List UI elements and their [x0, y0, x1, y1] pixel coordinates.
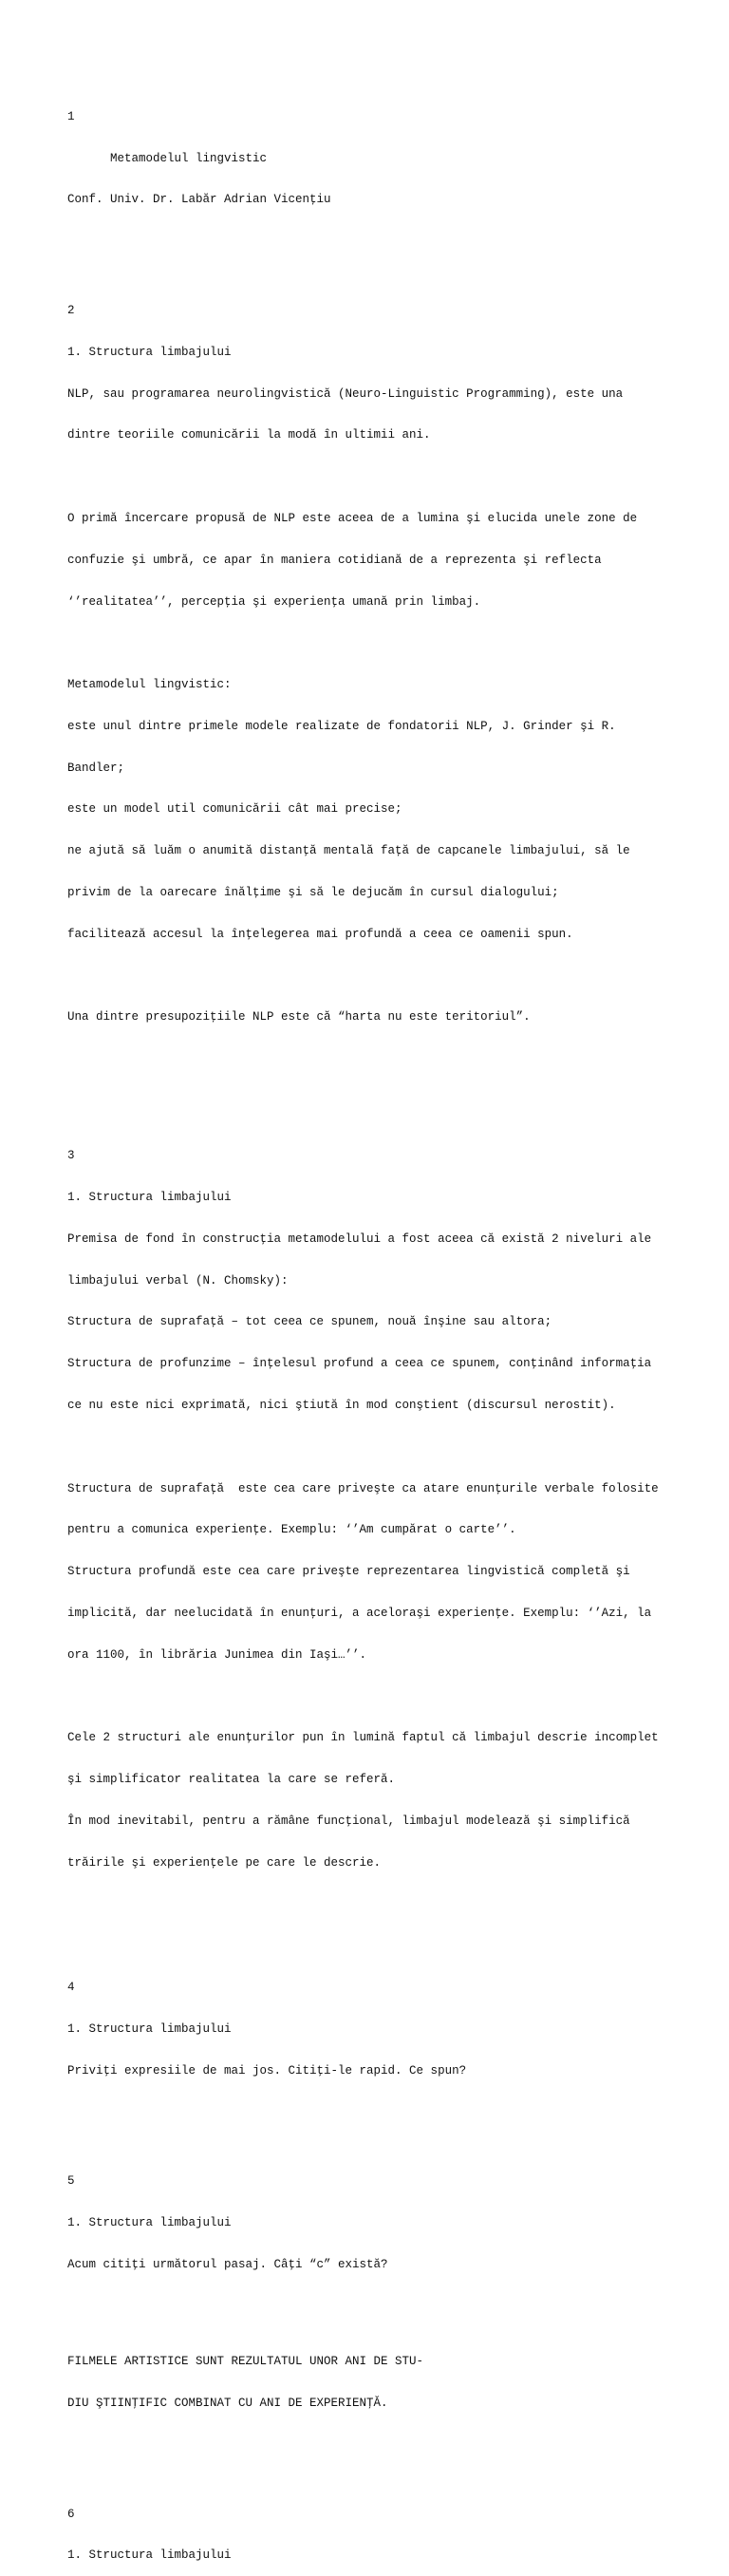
slide-2-line: Bandler;	[67, 761, 125, 775]
slide-2-line: Metamodelul lingvistic:	[67, 678, 232, 692]
slide-3-line: limbajului verbal (N. Chomsky):	[67, 1273, 289, 1288]
slide-6-heading: 1. Structura limbajului	[67, 2548, 232, 2563]
slide-2-line: ne ajută să luăm o anumită distanţă mentală faţă de capcanele limbajului, să le	[67, 844, 630, 858]
slide-5-passage-line: DIU ŞTIINŢIFIC COMBINAT CU ANI DE EXPERIENŢĂ.	[67, 2396, 388, 2410]
document-body	[67, 68, 675, 2576]
slide-2-line: ‘’realitatea’’, percepţia şi experienţa umană prin limbaj.	[67, 594, 481, 609]
slide-3-line: În mod inevitabil, pentru a rămâne funcţional, limbajul modelează şi simplifică	[67, 1814, 630, 1828]
slide-2-number: 2	[67, 304, 75, 318]
slide-5-passage-line: FILMELE ARTISTICE SUNT REZULTATUL UNOR ANI DE STU-	[67, 2354, 424, 2368]
slide-2-line: privim de la oarecare înălţime şi să le dejucăm în cursul dialogului;	[67, 886, 559, 900]
slide-2-line: este un model util comunicării cât mai precise;	[67, 802, 402, 817]
slide-2-line	[67, 470, 675, 484]
slide-3-line: pentru a comunica experienţe. Exemplu: ‘’Am cumpărat o carte’’.	[67, 1523, 516, 1537]
slide-3-line: Premisa de fond în construcţia metamodelului a fost aceea că există 2 niveluri ale	[67, 1232, 652, 1246]
slide-1-title: Metamodelul lingvistic	[67, 151, 268, 165]
slide-2-line: NLP, sau programarea neurolingvistică (Neuro-Linguistic Programming), este una	[67, 386, 624, 401]
slide-1-number: 1	[67, 109, 75, 123]
spacer	[67, 1052, 675, 1094]
spacer	[67, 2438, 675, 2453]
spacer	[67, 2105, 675, 2119]
slide-3-line: Structura de profunzime – înţelesul profund a ceea ce spunem, conţinând informaţia	[67, 1357, 652, 1371]
slide-3-line: ora 1100, în librăria Junimea din Iaşi…’’.	[67, 1647, 367, 1662]
slide-3-line	[67, 1440, 675, 1455]
slide-2-line: facilitează accesul la înţelegerea mai profundă a ceea ce oamenii spun.	[67, 927, 573, 941]
slide-3-line: implicită, dar neelucidată în enunţuri, a aceloraşi experienţe. Exemplu: ‘’Azi, la	[67, 1606, 652, 1620]
slide-5-number: 5	[67, 2174, 75, 2189]
slide-4-line: Priviţi expresiile de mai jos. Citiţi-le rapid. Ce spun?	[67, 2063, 467, 2078]
slide-3-line	[67, 1689, 675, 1703]
slide-2-heading: 1. Structura limbajului	[67, 345, 232, 359]
slide-3-line: trăirile şi experienţele pe care le descrie.	[67, 1855, 382, 1870]
slide-6-number: 6	[67, 2507, 75, 2521]
slide-3-line: Structura profundă este cea care priveşte reprezentarea lingvistică completă şi	[67, 1565, 630, 1579]
spacer	[67, 2300, 675, 2327]
slide-4-heading: 1. Structura limbajului	[67, 2021, 232, 2036]
slide-2-line: O primă încercare propusă de NLP este aceea de a lumina şi elucida unele zone de	[67, 512, 638, 525]
slide-2-line: dintre teoriile comunicării la modă în ultimii ani.	[67, 428, 431, 442]
spacer	[67, 235, 675, 249]
slide-2-line: este unul dintre primele modele realizate de fondatorii NLP, J. Grinder şi R.	[67, 719, 616, 733]
spacer	[67, 1897, 675, 1925]
slide-5-heading: 1. Structura limbajului	[67, 2216, 232, 2230]
slide-5-line: Acum citiţi următorul pasaj. Câţi “c” există?	[67, 2257, 388, 2271]
slide-3-number: 3	[67, 1149, 75, 1163]
slide-3-line: Structura de suprafaţă este cea care priveşte ca atare enunţurile verbale folosite	[67, 1481, 659, 1495]
slide-3-line: Structura de suprafaţă – tot ceea ce spunem, nouă înşine sau altora;	[67, 1315, 552, 1329]
slide-4-number: 4	[67, 1980, 75, 1994]
slide-2-line: confuzie şi umbră, ce apar în maniera cotidiană de a reprezenta şi reflecta	[67, 553, 602, 567]
slide-2-line	[67, 636, 675, 650]
slide-2-line	[67, 969, 675, 984]
slide-3-line: şi simplificator realitatea la care se referă.	[67, 1773, 396, 1787]
slide-3-line: ce nu este nici exprimată, nici ştiută în mod conştient (discursul nerostit).	[67, 1399, 616, 1413]
slide-2-line: Una dintre presupoziţiile NLP este că “harta nu este teritoriul”.	[67, 1010, 531, 1025]
slide-1-author: Conf. Univ. Dr. Labăr Adrian Vicenţiu	[67, 193, 331, 207]
slide-3-heading: 1. Structura limbajului	[67, 1191, 232, 1205]
slide-3-line: Cele 2 structuri ale enunţurilor pun în lumină faptul că limbajul descrie incomplet	[67, 1731, 659, 1745]
